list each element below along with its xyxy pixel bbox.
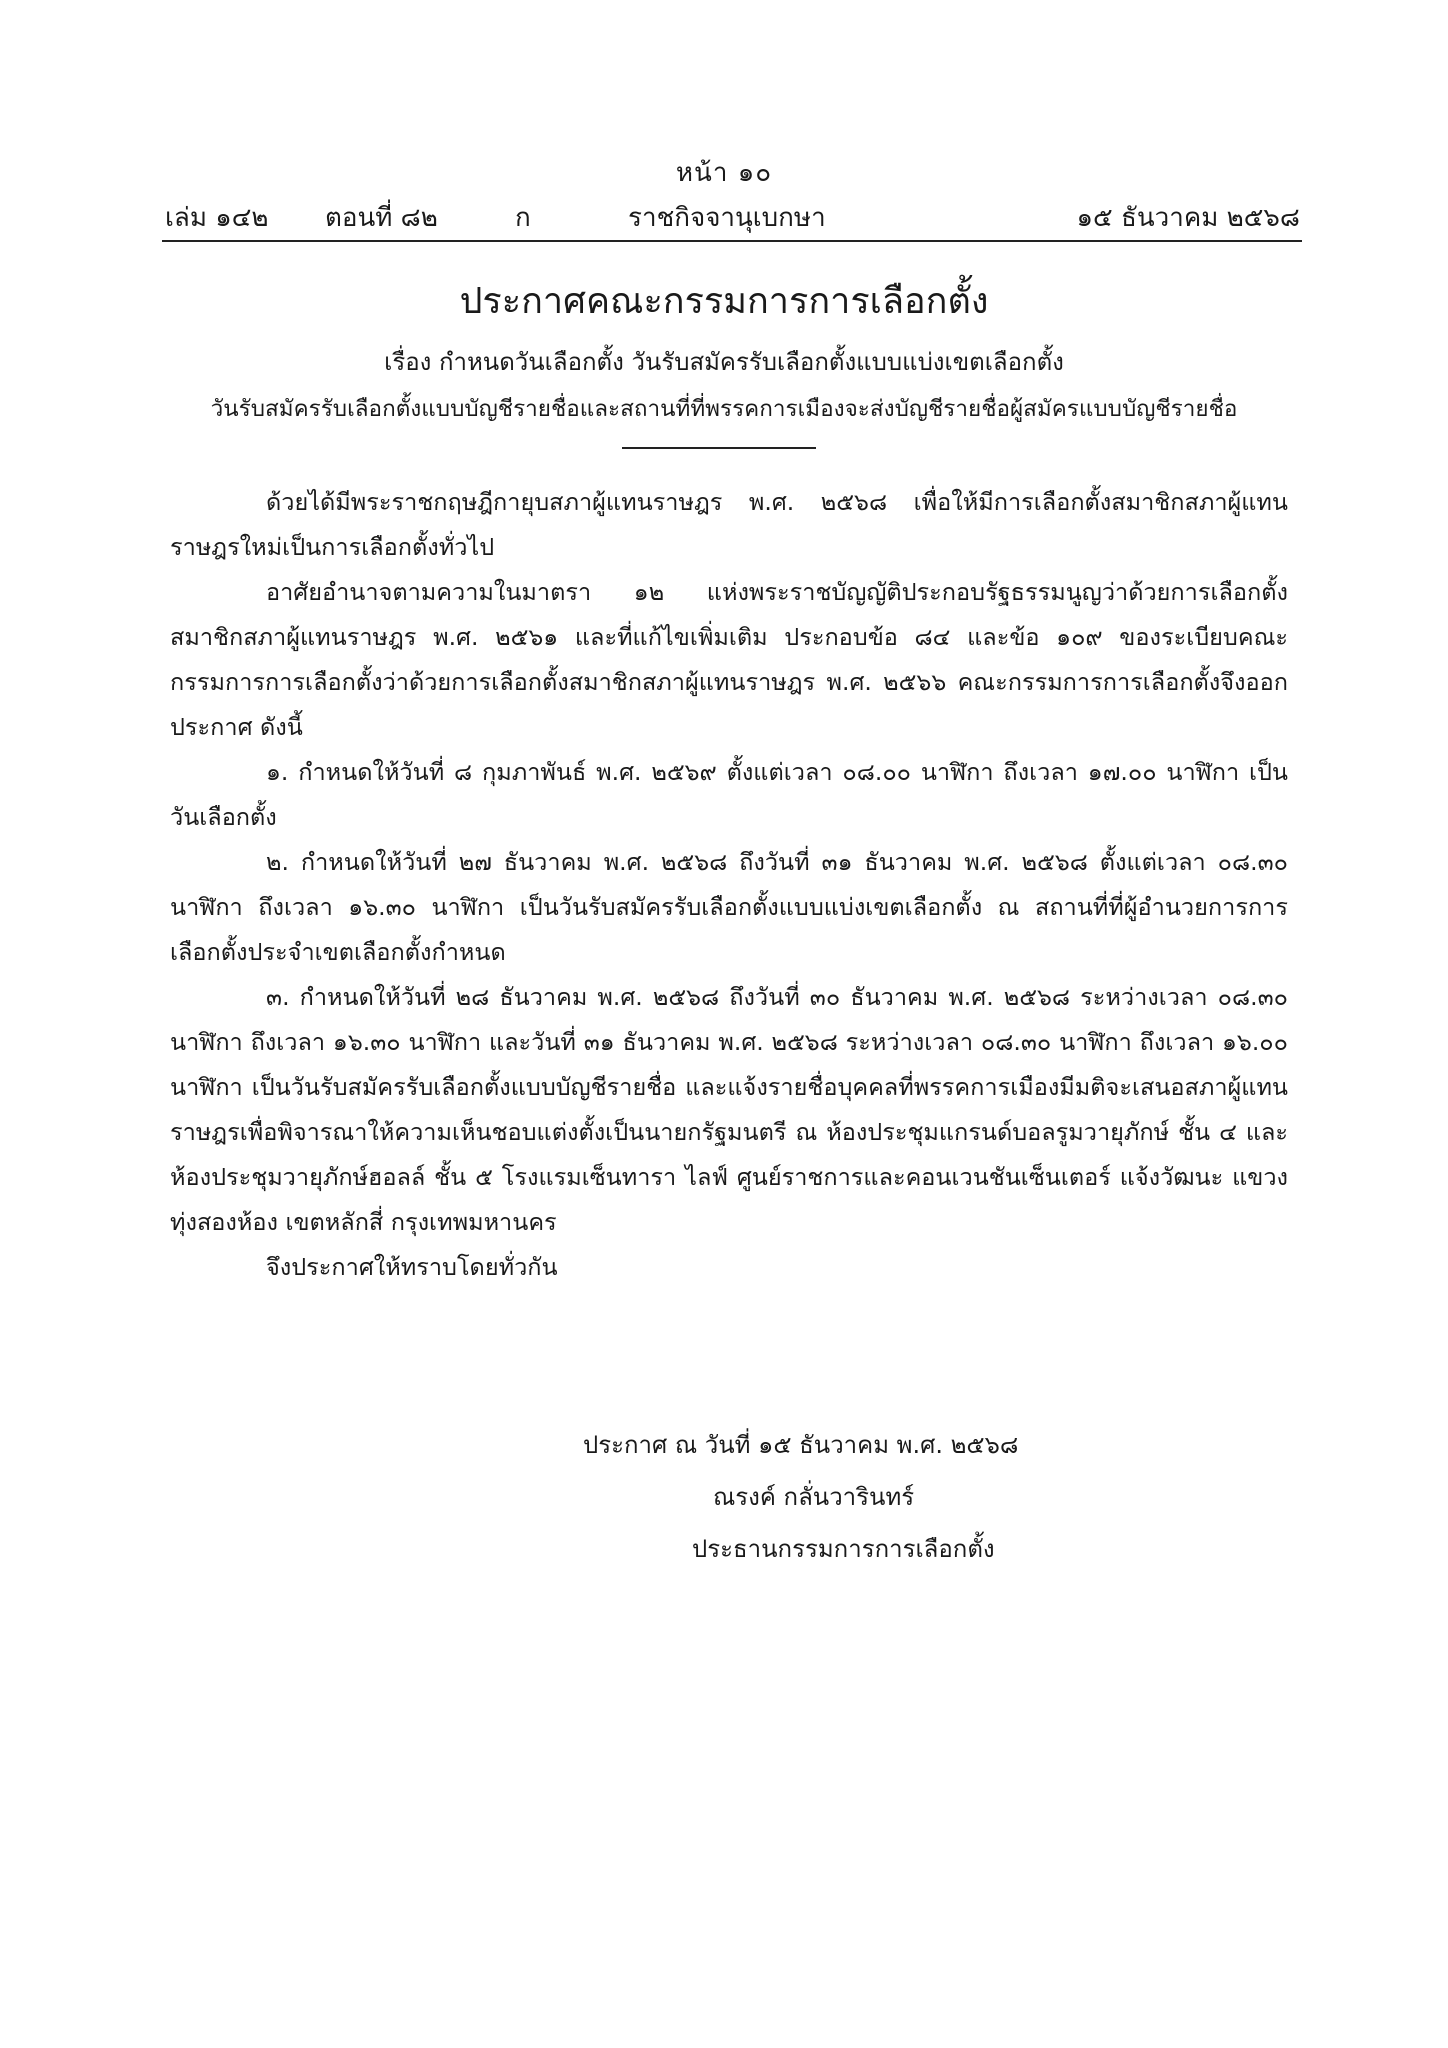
publication-name: ราชกิจจานุเบกษา bbox=[628, 203, 826, 233]
announcement-subject-line-2: วันรับสมัครรับเลือกตั้งแบบบัญชีรายชื่อและสถานที่ที่พรรคการเมืองจะส่งบัญชีรายชื่อผู้สมัครแบบบัญชีรายชื่อ bbox=[210, 396, 1238, 422]
body-paragraph-preamble: ด้วยได้มีพระราชกฤษฎีกายุบสภาผู้แทนราษฎร พ.ศ. ๒๕๖๘ เพื่อให้มีการเลือกตั้งสมาชิกสภาผู้แทนราษฎรใหม่เป็นการเลือกตั้งทั่วไป bbox=[170, 488, 1288, 561]
body-paragraph-item-1: ๑. กำหนดให้วันที่ ๘ กุมภาพันธ์ พ.ศ. ๒๕๖๙ ตั้งแต่เวลา ๐๘.๐๐ นาฬิกา ถึงเวลา ๑๗.๐๐ นาฬิกา เป็นวันเลือกตั้ง bbox=[170, 758, 1288, 831]
body-paragraph-item-3: ๓. กำหนดให้วันที่ ๒๘ ธันวาคม พ.ศ. ๒๕๖๘ ถึงวันที่ ๓๐ ธันวาคม พ.ศ. ๒๕๖๘ ระหว่างเวลา ๐๘.๓๐ นาฬิกา ถึงเวลา ๑๖.๓๐ นาฬิกา และวันที่ ๓๑ ธันวาคม พ.ศ. ๒๕๖๘ ระหว่างเวลา ๐๘.๓๐ นาฬิกา ถึงเวลา ๑๖.๐๐ นาฬิกา เป็นวันรับสมัครรับเลือกตั้งแบบบัญชีรายชื่อ และแจ้งรายชื่อบุคคลที่พรรคการเมืองมีมติจะเสนอสภาผู้แทนราษฎรเพื่อพิจารณาให้ความเห็นชอบแต่งตั้งเป็นนายกรัฐมนตรี ณ ห้องประชุมแกรนด์บอลรูมวายุภักษ์ ชั้น ๔ และห้องประชุมวายุภักษ์ฮอลล์ ชั้น ๕ โรงแรมเซ็นทารา ไลฟ์ ศูนย์ราชการและคอนเวนชันเซ็นเตอร์ แจ้งวัฒนะ แขวงทุ่งสองห้อง เขตหลักสี่ กรุงเทพมหานคร bbox=[170, 983, 1288, 1236]
announcement-body bbox=[170, 480, 1288, 1290]
announcement-subject-line-1: เรื่อง กำหนดวันเลือกตั้ง วันรับสมัครรับเลือกตั้งแบบแบ่งเขตเลือกตั้ง bbox=[384, 348, 1064, 376]
volume-number: เล่ม ๑๔๒ bbox=[165, 203, 269, 233]
body-paragraph-authority: อาศัยอำนาจตามความในมาตรา ๑๒ แห่งพระราชบัญญัติประกอบรัฐธรรมนูญว่าด้วยการเลือกตั้งสมาชิกสภาผู้แทนราษฎร พ.ศ. ๒๕๖๑ และที่แก้ไขเพิ่มเติม ประกอบข้อ ๘๔ และข้อ ๑๐๙ ของระเบียบคณะกรรมการการเลือกตั้งว่าด้วยการเลือกตั้งสมาชิกสภาผู้แทนราษฎร พ.ศ. ๒๕๖๖ คณะกรรมการการเลือกตั้งจึงออกประกาศ ดังนี้ bbox=[170, 578, 1288, 741]
issue-number: ตอนที่ ๘๒ bbox=[325, 203, 438, 233]
signatory-name: ณรงค์ กลั่นวารินทร์ bbox=[713, 1483, 915, 1511]
title-divider bbox=[622, 447, 816, 449]
announcement-title: ประกาศคณะกรรมการการเลือกตั้ง bbox=[459, 281, 989, 322]
body-paragraph-item-2: ๒. กำหนดให้วันที่ ๒๗ ธันวาคม พ.ศ. ๒๕๖๘ ถึงวันที่ ๓๑ ธันวาคม พ.ศ. ๒๕๖๘ ตั้งแต่เวลา ๐๘.๓๐ นาฬิกา ถึงเวลา ๑๖.๓๐ นาฬิกา เป็นวันรับสมัครรับเลือกตั้งแบบแบ่งเขตเลือกตั้ง ณ สถานที่ที่ผู้อำนวยการการเลือกตั้งประจำเขตเลือกตั้งกำหนด bbox=[170, 848, 1288, 966]
signatory-position: ประธานกรรมการการเลือกตั้ง bbox=[692, 1535, 995, 1563]
page-number: หน้า ๑๐ bbox=[675, 158, 773, 188]
gazette-header bbox=[165, 197, 1300, 237]
signature-date: ประกาศ ณ วันที่ ๑๕ ธันวาคม พ.ศ. ๒๕๖๘ bbox=[583, 1431, 1019, 1459]
header-divider bbox=[162, 240, 1302, 242]
section-letter: ก bbox=[515, 203, 531, 233]
body-paragraph-closing: จึงประกาศให้ทราบโดยทั่วกัน bbox=[266, 1253, 558, 1281]
publication-date: ๑๕ ธันวาคม ๒๕๖๘ bbox=[1076, 203, 1300, 233]
